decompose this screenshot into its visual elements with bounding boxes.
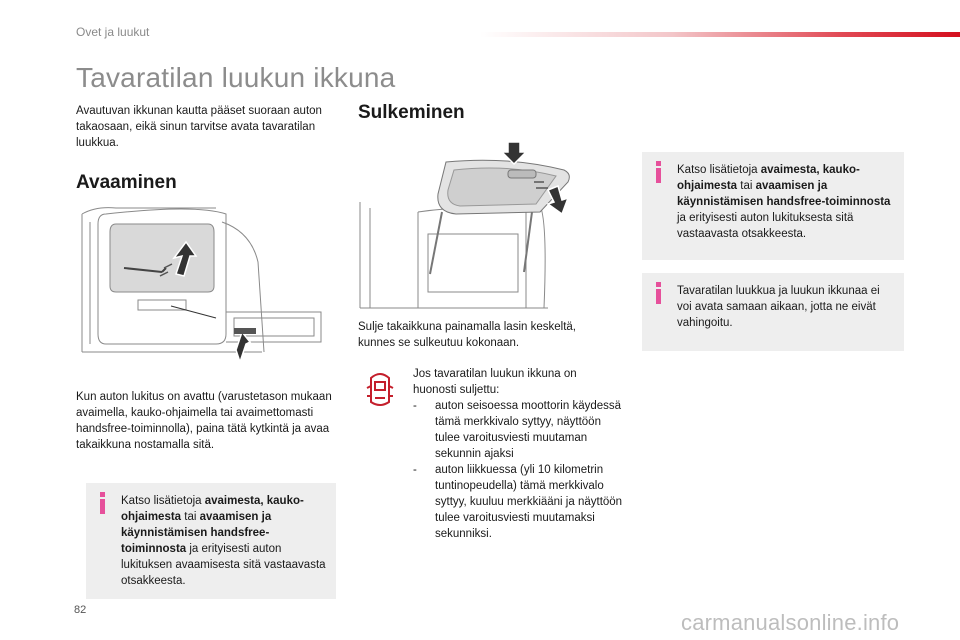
section-header: Ovet ja luukut <box>76 25 150 39</box>
warning-list <box>413 398 623 542</box>
tailgate-opening-illustration <box>76 202 334 366</box>
closing-text: Sulje takaikkuna painamalla lasin keskeltä, kunnes se sulkeutuu kokonaan. <box>358 321 576 349</box>
page-number: 82 <box>74 604 87 616</box>
info-box-simultaneous: Tavaratilan luukkua ja luukun ikkunaa ei voi avata samaan aikaan, jotta ne eivät vahingoitu. <box>642 273 904 351</box>
list-item: - auton seisoessa moottorin käydessä tämä merkkivalo syttyy, näyttöön tulee varoitusviesti muutaman sekunnin ajaksi <box>413 400 622 460</box>
page-title: Tavaratilan luukun ikkuna <box>76 62 396 93</box>
opening-heading: Avaaminen <box>76 172 177 193</box>
info-box-locking: Katso lisätietoja avaimesta, kauko-ohjaimesta tai avaamisen ja käynnistämisen handsfree-toiminnosta ja erityisesti auton lukituksesta sitä vastaavasta otsakkeesta. <box>642 152 904 260</box>
closing-heading: Sulkeminen <box>358 102 465 123</box>
list-item: - auton liikkuessa (yli 10 kilometrin tuntinopeudella) tämä merkkivalo syttyy, kuuluu merkkiääni ja näyttöön tulee varoitusviesti muutamaksi sekunniksi. <box>413 464 623 540</box>
info-icon <box>98 492 108 514</box>
watermark: carmanualsonline.info <box>681 610 900 635</box>
warning-lamp-icon <box>365 368 395 410</box>
header-accent-bar <box>480 32 960 37</box>
info-icon <box>654 161 664 183</box>
opening-text: Kun auton lukitus on avattu (varustetason mukaan avaimella, kauko-ohjaimella tai avaimettomasti handsfree-toiminnolla), paina tätä kytkintä ja avaa takaikkuna nostamalla sitä. <box>76 391 332 451</box>
info-icon <box>654 282 664 304</box>
tailgate-opening-drawing <box>76 202 334 366</box>
warning-text: Jos tavaratilan luukun ikkuna on huonosti suljettu: - auton seisoessa moottorin käydessä tämä merkkivalo syttyy, näyttöön tulee varoitusviesti muutaman sekunnin ajaksi - auton liikkuessa (yli 10 kilometrin tuntinopeudella) tämä merkkivalo syttyy, kuuluu merkkiääni ja näyttöön tulee varoitusviesti muutamaksi sekunniksi. <box>413 368 623 540</box>
tailgate-closing-drawing <box>358 142 602 310</box>
tailgate-closing-illustration <box>358 142 602 310</box>
intro-text: Avautuvan ikkunan kautta pääset suoraan auton takaosaan, eikä sinun tarvitse avata tavaratilan luukkua. <box>76 105 322 149</box>
info-box-opening: Katso lisätietoja avaimesta, kauko-ohjaimesta tai avaamisen ja käynnistämisen handsfree-toiminnosta ja erityisesti auton lukituksen avaamisesta sitä vastaavasta otsakkeesta. <box>86 483 336 599</box>
